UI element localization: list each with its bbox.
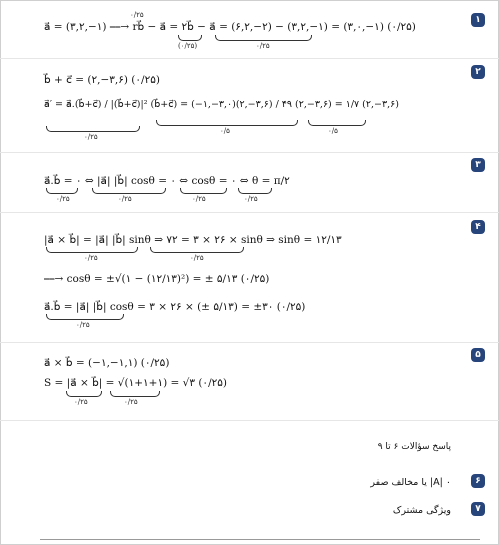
score-label: ۰/۲۵ [190,254,204,262]
question-number-badge: ۱ [471,13,485,27]
answer-line: a⃗′ = a⃗.(b⃗+c⃗) / |(b⃗+c⃗)|² (b⃗+c⃗) = (−۱,−۳,۰)(۲,−۳,۶) / ۴۹ (۲,−۳,۶) = ۱/۷ (۲,−۳,۶) [44,99,399,110]
answer-text: ۰ |A| یا مخالف صفر [370,477,451,488]
underbrace [46,188,78,194]
underbrace [110,391,160,397]
score-label: ۰/۲۵ [84,133,98,141]
underbrace [92,188,166,194]
underbrace [180,188,227,194]
question-number-badge: ۵ [471,348,485,362]
underbrace [150,247,244,253]
score-label: ۰/۵ [328,127,338,135]
underbrace [46,247,138,253]
score-label: ۰/۲۵ [124,398,138,406]
underbrace [178,35,202,41]
answer-line: a⃗.b⃗ = |a⃗| |b⃗| cosθ = ۳ × ۲۶ × (± ۵/۱۳) = ±۳۰ (۰/۲۵) [44,301,306,313]
answer-equation: a⃗ = (۳,۲,−۱) ⎯⎯→ rb⃗ − a⃗ = ۲b⃗ − a⃗ = (۶,۲,−۲) − (۳,۲,−۱) = (۳,۰,−۱) (۰/۲۵) [44,21,416,33]
underbrace [308,120,366,126]
underbrace [46,126,140,132]
underbrace [215,35,312,41]
underbrace [66,391,102,397]
answer-text: ویژگی مشترک [392,505,451,516]
score-label: ۰/۲۵ [76,321,90,329]
score-label: ۰/۲۵ [130,11,144,19]
divider [0,342,499,343]
score-label: ۰/۲۵ [256,42,270,50]
underbrace [156,120,298,126]
answer-line: S = |a⃗ × b⃗| = √(۱+۱+۱) = √۳ (۰/۲۵) [44,377,227,389]
divider [0,212,499,213]
answer-line: a⃗ × b⃗ = (−۱,−۱,۱) (۰/۲۵) [44,357,170,369]
answers-heading: پاسخ سؤالات ۶ تا ۹ [377,442,451,452]
answer-line: |a⃗ × b⃗| = |a⃗| |b⃗| sinθ ⇒ ۷۲ = ۳ × ۲۶ × sinθ ⇒ sinθ = ۱۲/۱۳ [44,234,342,246]
score-label: ۰/۲۵ [118,195,132,203]
score-label: ۰/۲۵ [56,195,70,203]
question-number-badge: ۷ [471,502,485,516]
question-number-badge: ۶ [471,474,485,488]
score-label: ۰/۵ [220,127,230,135]
underbrace [238,188,272,194]
score-label: ۰/۲۵ [74,398,88,406]
question-number-badge: ۲ [471,65,485,79]
question-number-badge: ۴ [471,220,485,234]
score-label: ۰/۲۵ [192,195,206,203]
bottom-divider [40,539,480,540]
answer-equation: a⃗.b⃗ = ۰ ⇔ |a⃗| |b⃗| cosθ = ۰ ⇔ cosθ = ۰ ⇔ θ = π/۲ [44,175,290,187]
divider [0,58,499,59]
question-number-badge: ۳ [471,158,485,172]
score-label: (۰/۲۵) [178,42,198,50]
score-label: ۰/۲۵ [84,254,98,262]
divider [0,152,499,153]
answer-line: ⎯⎯→ cosθ = ±√(۱ − (۱۲/۱۳)²) = ± ۵/۱۳ (۰/۲۵) [44,273,270,285]
divider [0,420,499,421]
score-label: ۰/۲۵ [244,195,258,203]
underbrace [46,314,124,320]
answer-line: b⃗ + c⃗ = (۲,−۳,۶) (۰/۲۵) [44,74,160,86]
